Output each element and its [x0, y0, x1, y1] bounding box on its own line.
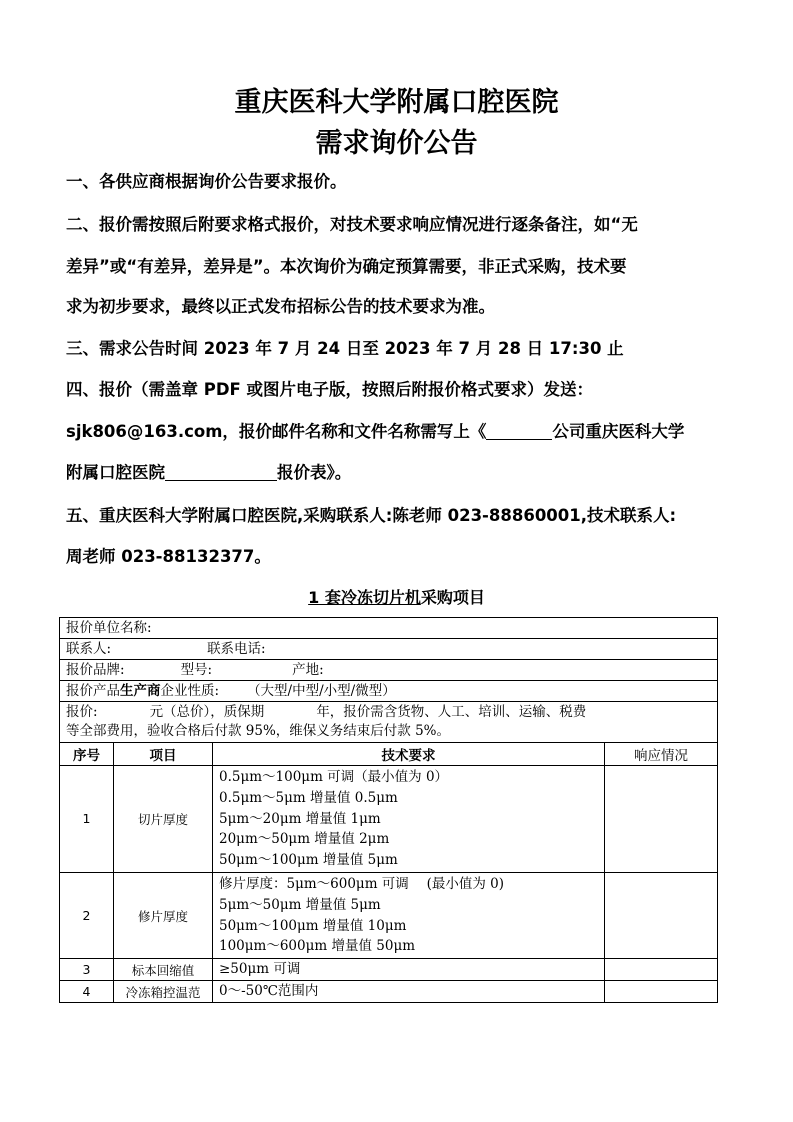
row-response[interactable] [605, 981, 718, 1003]
paragraph-4-line3: 附属口腔医院 报价表》。 [66, 463, 352, 482]
form-row-unit: 报价单位名称: [60, 618, 718, 639]
paragraph-4-line2: sjk806@163.com，报价邮件名称和文件名称需写上《 公司重庆医科大学 [66, 422, 685, 441]
project-title: 1 套冷冻切片机采购项目 [308, 588, 485, 607]
paragraph-2-line3: 求为初步要求，最终以正式发布招标公告的技术要求为准。 [66, 297, 495, 316]
row-no: 2 [60, 872, 114, 958]
row-no: 3 [60, 959, 114, 981]
form-row-producer: 报价产品生产商企业性质: （大型/中型/小型/微型） [60, 681, 718, 702]
row-item: 冷冻箱控温范 [114, 981, 213, 1003]
form-row-brand: 报价品牌: 型号: 产地: [60, 660, 718, 681]
document-title-line2: 需求询价公告 [315, 128, 478, 159]
row-item: 标本回缩值 [114, 959, 213, 981]
row-spec: ≥50μm 可调 [213, 959, 605, 981]
quotation-table [59, 617, 718, 1003]
paragraph-2-line1: 二、报价需按照后附要求格式报价，对技术要求响应情况进行逐条备注，如“无 [66, 215, 638, 234]
paragraph-2-line2: 差异”或“有差异，差异是”。本次询价为确定预算需要，非正式采购，技术要 [66, 257, 627, 276]
project-blank [165, 464, 277, 481]
row-response[interactable] [605, 959, 718, 981]
email-text: sjk806@163.com，报价邮件名称和文件名称需写上《 [66, 422, 487, 441]
form-row-contact: 联系人: 联系电话: [60, 639, 718, 660]
row-spec: 0～-50℃范围内 [213, 981, 605, 1003]
company-blank [486, 423, 552, 440]
header-response: 响应情况 [605, 743, 718, 766]
row-response[interactable] [605, 766, 718, 873]
paragraph-1: 一、各供应商根据询价公告要求报价。 [66, 172, 347, 191]
paragraph-5-line1: 五、重庆医科大学附属口腔医院,采购联系人:陈老师 023-88860001,技术联系人: [66, 506, 677, 525]
header-item: 项目 [114, 743, 213, 766]
table-row [60, 766, 718, 873]
row-item: 修片厚度 [114, 872, 213, 958]
row-spec: 修片厚度：5μm～600μm 可调 (最小值为 0) 5μm～50μm 增量值 5μm 50μm～100μm 增量值 10μm 100μm～600μm 增量值 50μm [213, 872, 605, 958]
paragraph-5-line2: 周老师 023-88132377。 [66, 547, 271, 566]
paragraph-3: 三、需求公告时间 2023 年 7 月 24 日至 2023 年 7 月 28 日 17:30 止 [66, 339, 624, 358]
form-row-price: 报价: 元（总价），质保期 年，报价需含货物、人工、培训、运输、税费 等全部费用，验收合格后付款 95%，维保义务结束后付款 5%。 [60, 702, 718, 743]
row-response[interactable] [605, 872, 718, 958]
header-no: 序号 [60, 743, 114, 766]
document-title-line1: 重庆医科大学附属口腔医院 [234, 87, 559, 118]
table-row [60, 981, 718, 1003]
row-item: 切片厚度 [114, 766, 213, 873]
table-header-row [60, 743, 718, 766]
row-spec: 0.5μm～100μm 可调（最小值为 0） 0.5μm～5μm 增量值 0.5μm 5μm～20μm 增量值 1μm 20μm～50μm 增量值 2μm 50μm～100μm 增量值 5μm [213, 766, 605, 873]
paragraph-4-line1: 四、报价（需盖章 PDF 或图片电子版，按照后附报价格式要求）发送： [66, 380, 594, 399]
row-no: 1 [60, 766, 114, 873]
header-spec: 技术要求 [213, 743, 605, 766]
table-row [60, 959, 718, 981]
table-row [60, 872, 718, 958]
row-no: 4 [60, 981, 114, 1003]
